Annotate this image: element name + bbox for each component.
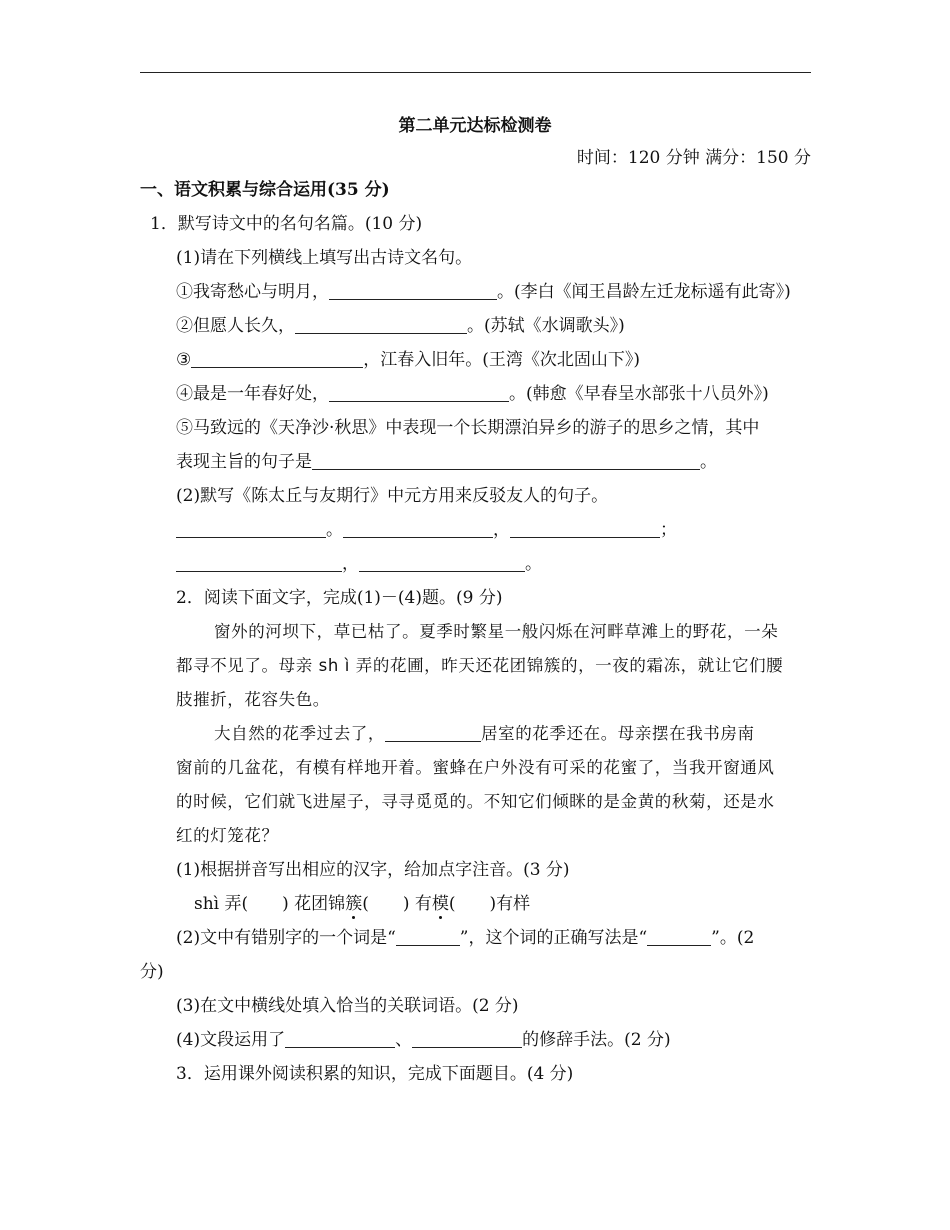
q1-item4-pre: ④最是一年春好处， <box>176 384 329 404</box>
q1-part2-blanks-row2 <box>176 552 542 576</box>
q1-item3-post: ，江春入旧年。(王湾《次北固山下》) <box>363 350 641 370</box>
word-item-paren: ( )有样 <box>448 894 531 914</box>
q2-sub3: (3)在文中横线处填入恰当的关联词语。(2 分) <box>176 996 519 1016</box>
q2-sub2-mid: ”，这个词的正确写法是“ <box>459 928 648 948</box>
punct: 。 <box>525 554 542 574</box>
header-rule <box>140 72 811 73</box>
q2-stem: 2．阅读下面文字，完成(1)－(4)题。(9 分) <box>176 588 503 608</box>
q1-item5-line1: ⑤马致远的《天净沙·秋思》中表现一个长期漂泊异乡的游子的思乡之情，其中 <box>176 418 760 438</box>
answer-blank[interactable] <box>343 519 493 538</box>
q1-item2-post: 。(苏轼《水调歌头》) <box>467 316 625 336</box>
punct: 。 <box>326 520 343 540</box>
q1-part1: (1)请在下列横线上填写出古诗文名句。 <box>176 248 473 268</box>
para2-post: 居室的花季还在。母亲摆在我书房南 <box>481 724 755 743</box>
dotted-char: 簇 <box>345 894 363 914</box>
q1-item4-post: 。(韩愈《早春呈水部张十八员外》) <box>509 384 769 404</box>
answer-blank[interactable] <box>329 383 509 402</box>
dotted-char: 模 <box>431 894 449 914</box>
q2-sub4-post: 的修辞手法。(2 分) <box>522 1030 671 1050</box>
passage-para1-line1: 窗外的河坝下，草已枯了。夏季时繁星一般闪烁在河畔草滩上的野花，一朵 <box>214 622 779 641</box>
q2-sub1: (1)根据拼音写出相应的汉字，给加点字注音。(3 分) <box>176 860 570 880</box>
page-title: 第二单元达标检测卷 <box>398 116 552 136</box>
q1-item5-line2 <box>176 450 717 474</box>
q1-item2 <box>176 314 625 338</box>
answer-blank[interactable] <box>647 927 711 946</box>
answer-blank[interactable] <box>412 1029 522 1048</box>
answer-blank[interactable] <box>312 451 700 470</box>
answer-blank[interactable] <box>359 553 525 572</box>
word-item-paren: ( ) <box>362 894 410 914</box>
answer-blank[interactable] <box>285 1029 395 1048</box>
word-item: 花团锦 <box>288 894 346 914</box>
q2-sub2-post: ”。(2 <box>711 928 755 948</box>
pinyin-item: shì 弄( ) <box>194 894 289 914</box>
q1-part2: (2)默写《陈太丘与友期行》中元方用来反驳友人的句子。 <box>176 486 609 506</box>
q1-item3 <box>176 348 640 372</box>
q1-item5-post: 。 <box>700 452 717 472</box>
q2-sub4 <box>176 1028 671 1052</box>
q1-item5-pre: 表现主旨的句子是 <box>176 452 312 472</box>
answer-blank[interactable] <box>176 553 342 572</box>
passage-para2-line2: 窗前的几盆花，有模有样地开着。蜜蜂在户外没有可采的花蜜了，当我开窗通风 <box>176 758 775 777</box>
passage-para2-line1 <box>214 722 755 746</box>
q2-sub1-items <box>194 892 530 916</box>
q1-item1-pre: ①我寄愁心与明月， <box>176 282 329 302</box>
word-item: 有 <box>409 894 432 914</box>
q1-item3-pre: ③ <box>176 350 192 370</box>
passage-para2-line4: 红的灯笼花？ <box>176 826 279 845</box>
q1-part2-blanks-row1 <box>176 518 677 542</box>
section-1-title: 一、语文积累与综合运用(35 分) <box>140 180 390 200</box>
punct: ， <box>342 554 359 574</box>
q2-sub4-mid: 、 <box>395 1030 413 1050</box>
answer-blank[interactable] <box>510 519 660 538</box>
punct: ， <box>493 520 510 540</box>
q2-sub2 <box>176 926 754 950</box>
passage-para1-line3: 肢摧折，花容失色。 <box>176 690 330 709</box>
q2-sub4-pre: (4)文段运用了 <box>176 1030 286 1050</box>
answer-blank[interactable] <box>191 349 363 368</box>
passage-para1-line2: 都寻不见了。母亲 sh ì 弄的花圃，昨天还花团锦簇的，一夜的霜冻，就让它们腰 <box>176 656 784 675</box>
q1-stem: 1．默写诗文中的名句名篇。(10 分) <box>150 214 423 234</box>
exam-info: 时间：120 分钟 满分：150 分 <box>576 148 811 168</box>
answer-blank[interactable] <box>295 315 467 334</box>
q1-item1 <box>176 280 791 304</box>
q2-sub2-pre: (2)文中有错别字的一个词是“ <box>176 928 396 948</box>
answer-blank[interactable] <box>329 281 497 300</box>
para2-pre: 大自然的花季过去了， <box>214 724 385 743</box>
punct: ； <box>660 520 677 540</box>
passage-para2-line3: 的时候，它们就飞进屋子，寻寻觅觅的。不知它们倾眯的是金黄的秋菊，还是水 <box>176 792 775 811</box>
q3-stem: 3．运用课外阅读积累的知识，完成下面题目。(4 分) <box>176 1064 574 1084</box>
answer-blank[interactable] <box>396 927 460 946</box>
answer-blank[interactable] <box>176 519 326 538</box>
answer-blank[interactable] <box>385 723 481 742</box>
q1-item1-post: 。(李白《闻王昌龄左迁龙标遥有此寄》) <box>497 282 791 302</box>
q2-sub2-wrap: 分) <box>140 962 164 982</box>
q1-item2-pre: ②但愿人长久， <box>176 316 295 336</box>
q1-item4 <box>176 382 769 406</box>
